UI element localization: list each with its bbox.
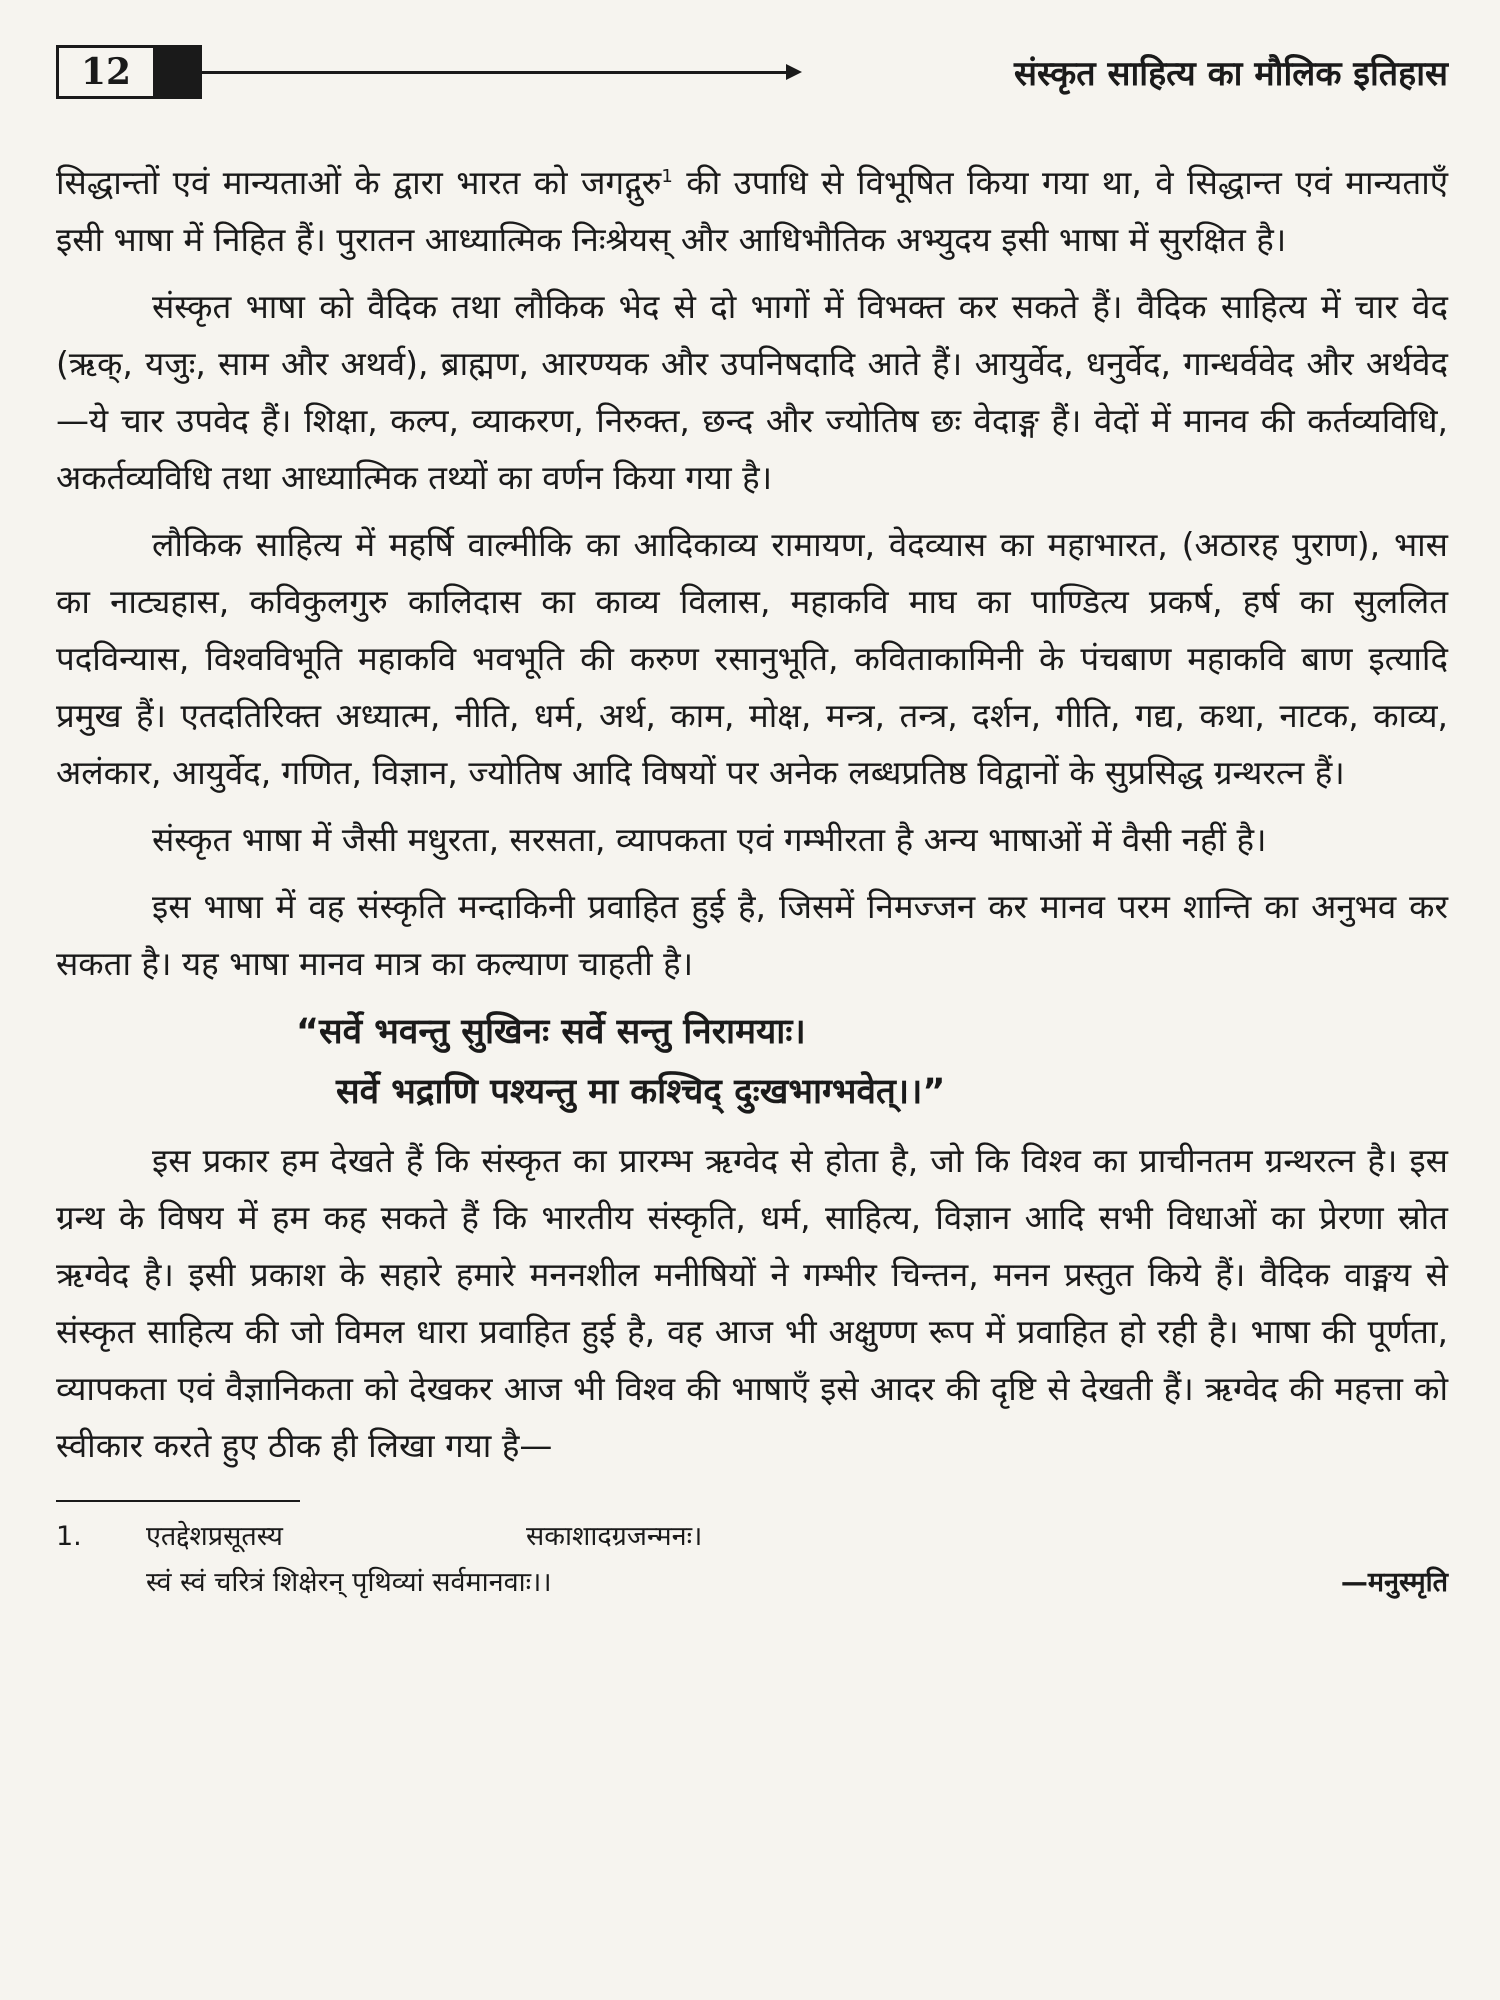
footnote-line-2 — [56, 1560, 1448, 1606]
paragraph-4: संस्कृत भाषा में जैसी मधुरता, सरसता, व्यापकता एवं गम्भीरता है अन्य भाषाओं में वैसी नहीं है। — [152, 820, 1267, 859]
paragraph-6: इस प्रकार हम देखते हैं कि संस्कृत का प्रारम्भ ऋग्वेद से होता है, जो कि विश्व का प्राचीनतम ग्रन्थरत्न है। इस ग्रन्थ के विषय में हम कह सकते हैं कि भारतीय संस्कृति, धर्म, साहित्य, विज्ञान आदि सभी विधाओं का प्रेरणा स्रोत ऋग्वेद है। इसी प्रकाश के सहारे हमारे मननशील मनीषियों ने गम्भीर चिन्तन, मनन प्रस्तुत किये हैं। वैदिक वाङ्मय से संस्कृत साहित्य की जो विमल धारा प्रवाहित हुई है, वह आज भी अक्षुण्ण रूप में प्रवाहित हो रही है। भाषा की पूर्णता, व्यापकता एवं वैज्ञानिकता को देखकर आज भी विश्व की भाषाएँ इसे आदर की दृष्टि से देखती हैं। ऋग्वेद की महत्ता को स्वीकार करते हुए ठीक ही लिखा गया है— — [56, 1141, 1448, 1465]
header-arrow-icon — [202, 45, 802, 99]
paragraph-1 — [56, 154, 1448, 268]
footnote-line-1-a: एतद्देशप्रसूतस्य — [146, 1521, 283, 1552]
paragraph-5: इस भाषा में वह संस्कृति मन्दाकिनी प्रवाहित हुई है, जिसमें निमज्जन कर मानव परम शान्ति का अनुभव कर सकता है। यह भाषा मानव मात्र का कल्याण चाहती है। — [56, 887, 1448, 983]
footnote-line-2-text: स्वं स्वं चरित्रं शिक्षेरन् पृथिव्यां सर्वमानवाः।। — [146, 1567, 552, 1598]
footnote-source: —मनुस्मृति — [1340, 1567, 1448, 1598]
page-body — [56, 154, 1448, 1474]
footnote-line-1 — [56, 1514, 1448, 1560]
verse-line-1: “सर्वे भवन्तु सुखिनः सर्वे सन्तु निरामयाः। — [296, 1012, 806, 1052]
verse-line-2: सर्वे भद्राणि पश्यन्तु मा कश्चिद् दुःखभाग्भवेत्।।” — [336, 1072, 946, 1112]
paragraph-2: संस्कृत भाषा को वैदिक तथा लौकिक भेद से दो भागों में विभक्त कर सकते हैं। वैदिक साहित्य में चार वेद (ऋक्, यजुः, साम और अथर्व), ब्राह्मण, आरण्यक और उपनिषदादि आते हैं। आयुर्वेद, धनुर्वेद, गान्धर्ववेद और अर्थवेद—ये चार उपवेद हैं। शिक्षा, कल्प, व्याकरण, निरुक्त, छन्द और ज्योतिष छः वेदाङ्ग हैं। वेदों में मानव की कर्तव्यविधि, अकर्तव्यविधि तथा आध्यात्मिक तथ्यों का वर्णन किया गया है। — [56, 287, 1448, 497]
footnote-divider — [56, 1500, 300, 1502]
footnote — [56, 1514, 1448, 1606]
footnote-marker: 1 — [661, 166, 673, 187]
page-number: 12 — [56, 45, 156, 99]
paragraph-1-rest: की उपाधि से विभूषित किया गया था, वे सिद्धान्त एवं मान्यताएँ इसी भाषा में निहित हैं। पुरातन आध्यात्मिक निःश्रेयस् और आधिभौतिक अभ्युदय इसी भाषा में सुरक्षित है। — [56, 163, 1449, 259]
page-header — [56, 40, 1448, 104]
footnote-number: 1. — [56, 1521, 82, 1552]
paragraph-1-text: सिद्धान्तों एवं मान्यताओं के द्वारा भारत को जगद्गुरु — [56, 163, 662, 202]
page-number-block — [156, 45, 202, 99]
running-title: संस्कृत साहित्य का मौलिक इतिहास — [1013, 54, 1448, 94]
footnote-line-1-b: सकाशादग्रजन्मनः। — [526, 1521, 703, 1552]
paragraph-3: लौकिक साहित्य में महर्षि वाल्मीकि का आदिकाव्य रामायण, वेदव्यास का महाभारत, (अठारह पुराण), भास का नाट्यहास, कविकुलगुरु कालिदास का काव्य विलास, महाकवि माघ का पाण्डित्य प्रकर्ष, हर्ष का सुललित पदविन्यास, विश्वविभूति महाकवि भवभूति की करुण रसानुभूति, कविताकामिनी के पंचबाण महाकवि बाण इत्यादि प्रमुख हैं। एतदतिरिक्त अध्यात्म, नीति, धर्म, अर्थ, काम, मोक्ष, मन्त्र, तन्त्र, दर्शन, गीति, गद्य, कथा, नाटक, काव्य, अलंकार, आयुर्वेद, गणित, विज्ञान, ज्योतिष आदि विषयों पर अनेक लब्धप्रतिष्ठ विद्वानों के सुप्रसिद्ध ग्रन्थरत्न हैं। — [56, 525, 1448, 792]
